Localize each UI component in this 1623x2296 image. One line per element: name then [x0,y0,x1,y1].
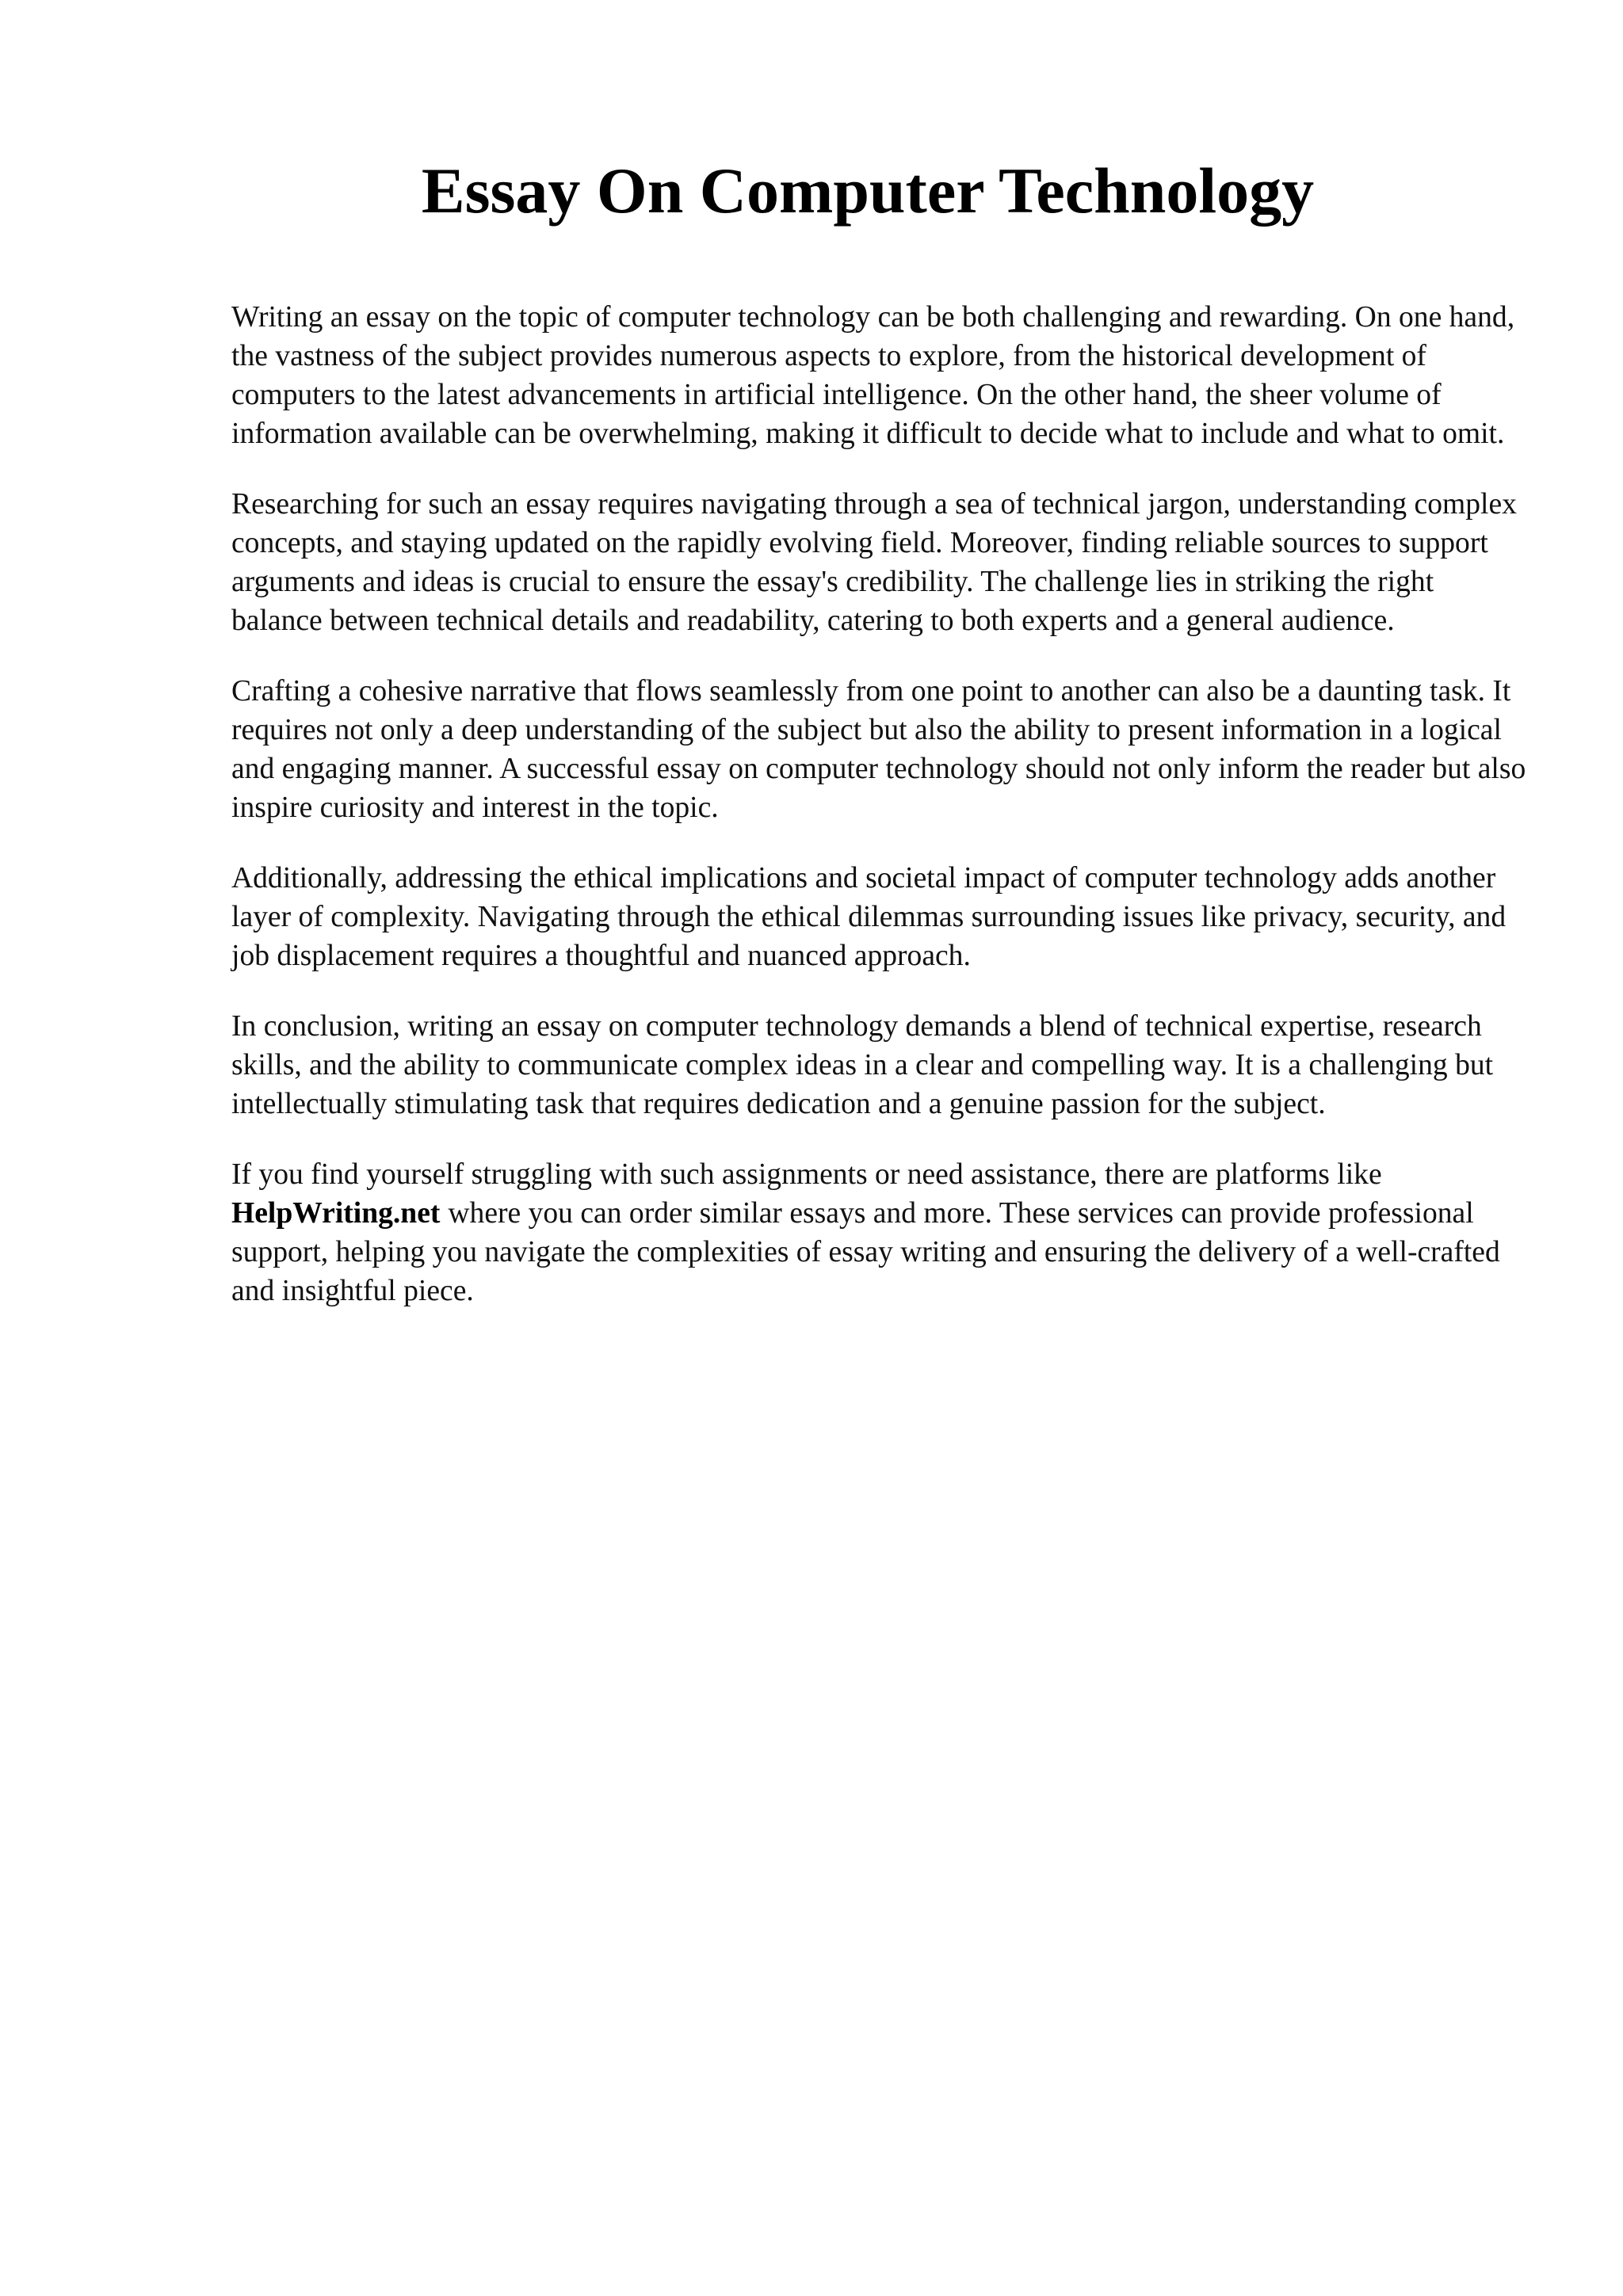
paragraph-6-rest: where you can order similar essays and more. These services can provide professional support, helping you navigate the complexities of essay writing and ensuring the delivery of a well-crafted and insightful piece. [231,1197,1500,1307]
document-title: Essay On Computer Technology [421,154,1315,227]
paragraph-5: In conclusion, writing an essay on computer technology demands a blend of technical expertise, research skills, and the ability to communicate complex ideas in a clear and compelling way. It is a challenging but intellectually stimulating task that requires dedication and a genuine passion for the subject. [231,1010,1494,1120]
document-body [231,298,1531,1342]
helpwriting-link[interactable]: HelpWriting.net [231,1197,441,1230]
paragraph-6-intro: If you find yourself struggling with such assignments or need assistance, there are platforms like [231,1158,1382,1191]
paragraph-4: Additionally, addressing the ethical implications and societal impact of computer technology adds another layer of complexity. Navigating through the ethical dilemmas surrounding issues like privacy, security, and job displacement requires a thoughtful and nuanced approach. [231,862,1507,972]
paragraph-3: Crafting a cohesive narrative that flows seamlessly from one point to another can also be a daunting task. It requires not only a deep understanding of the subject but also the ability to present information in a logical and engaging manner. A successful essay on computer technology should not only inform the reader but also inspire curiosity and interest in the topic. [231,675,1526,824]
paragraph-1: Writing an essay on the topic of computer technology can be both challenging and rewarding. On one hand, the vastness of the subject provides numerous aspects to explore, from the historical development of computers to the latest advancements in artificial intelligence. On the other hand, the sheer volume of information available can be overwhelming, making it difficult to decide what to include and what to omit. [231,301,1515,450]
paragraph-6 [231,1155,1531,1310]
paragraph-2: Researching for such an essay requires navigating through a sea of technical jargon, understanding complex concepts, and staying updated on the rapidly evolving field. Moreover, finding reliable sources to support arguments and ideas is crucial to ensure the essay's credibility. The challenge lies in striking the right balance between technical details and readability, catering to both experts and a general audience. [231,488,1517,637]
